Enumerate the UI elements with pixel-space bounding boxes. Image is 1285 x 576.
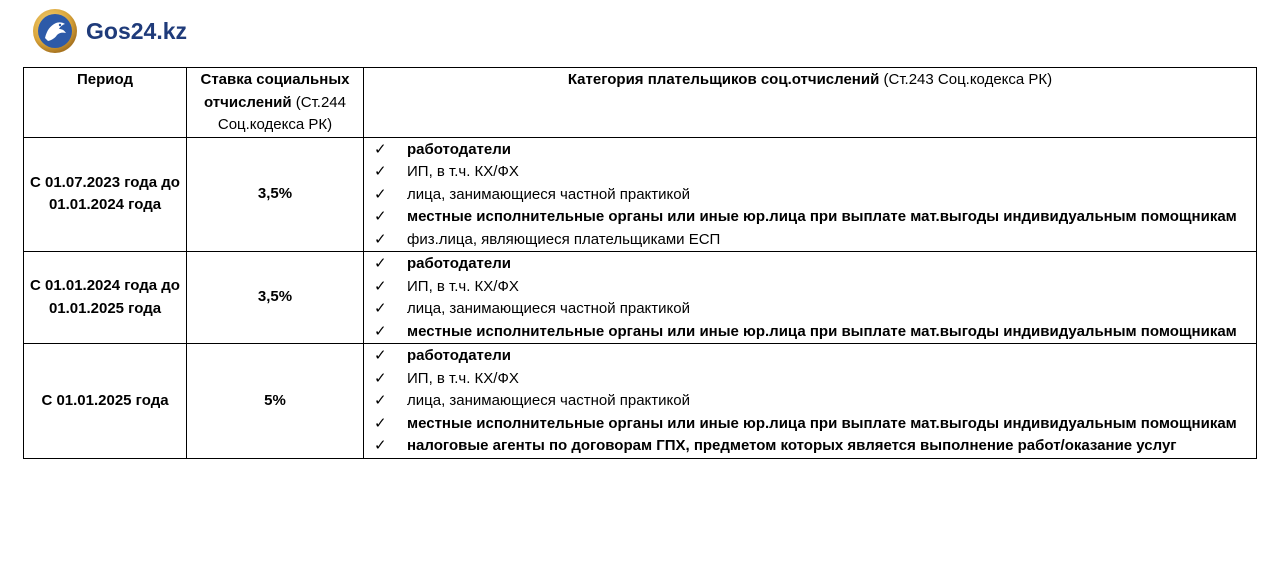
site-name: Gos24.kz [86,17,187,44]
list-item-text: ИП, в т.ч. КХ/ФХ [407,369,519,387]
period-cell: С 01.01.2024 года до 01.01.2025 года [24,252,187,344]
list-item-text: лица, занимающиеся частной практикой [407,392,690,409]
list-item [372,229,1248,252]
rate-cell: 3,5% [187,252,364,344]
list-item [372,368,1248,391]
list-item [372,435,1248,458]
list-item-text: лица, занимающиеся частной практикой [407,300,690,317]
period-cell: С 01.07.2023 года до 01.01.2024 года [24,137,187,252]
checkmark-icon: ✓ [374,230,387,248]
header-period: Период [24,68,187,138]
list-item [372,345,1248,368]
list-item [372,139,1248,162]
list-item [372,390,1248,413]
list-item-text: ИП, в т.ч. КХ/ФХ [407,277,519,295]
category-cell [364,344,1257,459]
checkmark-icon: ✓ [374,437,387,454]
header-rate: Ставка социальных отчислений (Ст.244 Соц.кодекса РК) [187,68,364,138]
category-cell [364,137,1257,252]
list-item [372,298,1248,321]
list-item-text: местные исполнительные органы или иные юр.лица при выплате мат.выгоды индивидуальным помощникам [407,322,1237,340]
table-header-row [24,68,1257,138]
list-item-text: работодатели [407,255,511,272]
rate-cell: 5% [187,344,364,459]
griffin-emblem-icon [32,8,78,54]
checkmark-icon: ✓ [374,255,387,272]
checkmark-icon: ✓ [374,369,387,387]
list-item [372,253,1248,276]
list-item [372,161,1248,184]
list-item [372,321,1248,344]
checkmark-icon: ✓ [374,300,387,317]
list-item-text: местные исполнительные органы или иные юр.лица при выплате мат.выгоды индивидуальным помощникам [407,414,1237,432]
list-item-text: лица, занимающиеся частной практикой [407,185,690,203]
header-category: Категория плательщиков соц.отчислений (Ст.243 Соц.кодекса РК) [364,68,1257,138]
payer-category-list [372,139,1248,252]
list-item [372,206,1248,229]
payer-category-list [372,345,1248,458]
checkmark-icon: ✓ [374,347,387,364]
list-item [372,184,1248,207]
checkmark-icon: ✓ [374,140,387,158]
list-item-text: работодатели [407,140,511,158]
site-logo[interactable] [32,8,187,54]
checkmark-icon: ✓ [374,392,387,409]
list-item-text: ИП, в т.ч. КХ/ФХ [407,163,519,180]
table-row [24,344,1257,459]
table-row [24,137,1257,252]
checkmark-icon: ✓ [374,208,387,225]
checkmark-icon: ✓ [374,185,387,203]
checkmark-icon: ✓ [374,277,387,295]
payer-category-list [372,253,1248,343]
list-item-text: налоговые агенты по договорам ГПХ, предметом которых является выполнение работ/оказание услуг [407,437,1177,454]
table-row [24,252,1257,344]
checkmark-icon: ✓ [374,322,387,340]
list-item-text: физ.лица, являющиеся плательщиками ЕСП [407,230,721,248]
checkmark-icon: ✓ [374,163,387,180]
category-cell [364,252,1257,344]
list-item [372,276,1248,299]
list-item-text: работодатели [407,347,511,364]
list-item-text: местные исполнительные органы или иные юр.лица при выплате мат.выгоды индивидуальным помощникам [407,208,1237,225]
list-item [372,413,1248,436]
social-contributions-table [23,67,1257,459]
checkmark-icon: ✓ [374,414,387,432]
period-cell: С 01.01.2025 года [24,344,187,459]
rate-cell: 3,5% [187,137,364,252]
